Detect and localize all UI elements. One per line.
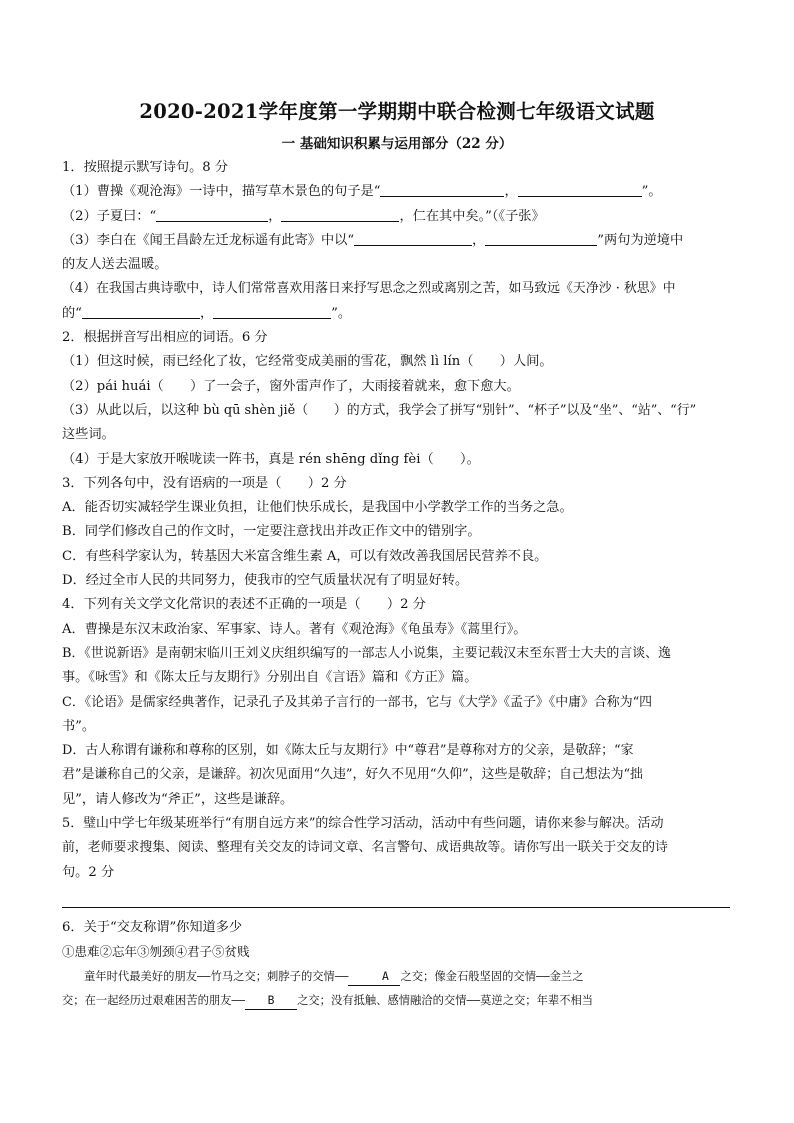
answer-blank[interactable] [380, 182, 504, 197]
question-4-option-b: B．《世说新语》是南朝宋临川王刘义庆组织编写的一部志人小说集，主要记载汉末至东晋士大夫的言谈、逸 [62, 645, 671, 661]
question-1-item-2: （2）子夏曰：“ ， ，仁在其中矣。”（《子张》 [62, 208, 545, 224]
exam-title: 2020-2021学年度第一学期期中联合检测七年级语文试题 [139, 100, 655, 123]
question-3 [62, 472, 732, 593]
question-2-item-1: （1）但这时候，雨已经化了妆，它经常变成美丽的雪花，飘然 lì lín（ ）人间。 [62, 354, 553, 370]
answer-line[interactable] [62, 907, 730, 908]
exam-page [62, 96, 732, 1013]
answer-blank[interactable] [518, 182, 642, 197]
question-4-option-b-cont: 事。《咏雪》和《陈太丘与友期行》分别出自《言语》篇和《方正》篇。 [62, 670, 478, 686]
question-6-passage-line-1: 童年时代最美好的朋友——竹马之交；刺脖子的交情—— A 之交；像金石般坚固的交情——金兰之 [62, 965, 732, 989]
question-4-head: 4．下列有关文学文化常识的表述不正确的一项是（ ）2 分 [62, 597, 426, 613]
question-1-item-3-cont: 的友人送去温暖。 [62, 257, 168, 273]
question-2-item-2: （2）pái huái（ ）了一会子，窗外雷声作了，大雨接着就来，愈下愈大。 [62, 378, 520, 394]
answer-blank[interactable] [281, 207, 399, 222]
question-3-option-b: B．同学们修改自己的作文时，一定要注意找出并改正作文中的错别字。 [62, 524, 481, 540]
answer-blank[interactable] [213, 304, 331, 319]
question-3-option-c: C．有些科学家认为，转基因大米富含维生素 A，可以有效改善我国居民营养不良。 [62, 548, 548, 564]
blank-b[interactable]: B [245, 993, 297, 1010]
question-5-line-2: 前，老师要求搜集、阅读、整理有关交友的诗词文章、名言警句、成语典故等。请你写出一联关于交友的诗 [62, 840, 668, 856]
question-4-option-d: D．古人称谓有谦称和尊称的区别，如《陈太丘与友期行》中“尊君”是尊称对方的父亲，是敬辞；“家 [62, 743, 634, 759]
question-5-line-3: 句。2 分 [62, 864, 115, 880]
question-4-option-c: C．《论语》是儒家经典著作，记录孔子及其弟子言行的一部书，它与《大学》《孟子》《中庸》合称为“四 [62, 694, 653, 710]
question-1-item-1: （1）曹操《观沧海》一诗中，描写草木景色的句子是“ ， ”。 [62, 184, 662, 200]
question-6-options: ①患难②忘年③刎颈④君子⑤贫贱 [62, 944, 250, 960]
question-4 [62, 593, 732, 812]
question-2-item-3: （3）从此以后，以这种 bù qū shèn jiě（ ）的方式，我学会了拼写“别针”、“杯子”以及“坐”、“站”、“行” [62, 402, 697, 418]
answer-blank[interactable] [485, 231, 597, 246]
question-2 [62, 326, 732, 472]
question-2-head: 2．根据拼音写出相应的词语。6 分 [62, 330, 268, 346]
question-1-item-3: （3）李白在《闻王昌龄左迁龙标遥有此寄》中以“ ， ”两句为逆境中 [62, 232, 684, 248]
question-4-option-c-cont: 书”。 [62, 718, 96, 734]
question-1-head: 1．按照提示默写诗句。8 分 [62, 160, 229, 175]
question-2-item-4: （4）于是大家放开喉咙读一阵书，真是 rén shēng dǐng fèi（ ）。 [62, 451, 480, 467]
question-6-passage-line-2: 交；在一起经历过艰难困苦的朋友—— B 之交；没有抵触、感情融洽的交情——莫逆之交；年辈不相当 [62, 989, 732, 1013]
question-1-item-4-cont: 的“ ， ”。 [62, 305, 352, 321]
question-3-option-a: A．能否切实减轻学生课业负担，让他们快乐成长，是我国中小学教学工作的当务之急。 [62, 500, 573, 516]
question-5-line-1: 5．璧山中学七年级某班举行“有朋自远方来”的综合性学习活动，活动中有些问题，请你来参与解决。活动 [62, 816, 664, 832]
question-4-option-d-cont: 君”是谦称自己的父亲，是谦辞。初次见面用“久违”，好久不见用“久仰”，这些是敬辞；自己想法为“拙 [62, 767, 643, 783]
question-5 [62, 812, 732, 885]
question-4-option-a: A．曹操是东汉末政治家、军事家、诗人。著有《观沧海》《龟虽寿》《蒿里行》。 [62, 621, 527, 637]
blank-a[interactable]: A [348, 969, 400, 986]
answer-blank[interactable] [82, 304, 200, 319]
question-3-head: 3．下列各句中，没有语病的一项是（ ）2 分 [62, 475, 347, 491]
question-1 [62, 156, 732, 326]
question-3-option-d: D．经过全市人民的共同努力，使我市的空气质量状况有了明显好转。 [62, 573, 469, 589]
answer-blank[interactable] [354, 231, 472, 246]
question-2-item-3-cont: 这些词。 [62, 427, 115, 443]
question-6-head: 6．关于“交友称谓”你知道多少 [62, 919, 243, 935]
section-heading: 一 基础知识积累与运用部分（22 分） [281, 136, 513, 152]
question-4-option-d-cont2: 见”，请人修改为“斧正”，这些是谦辞。 [62, 791, 294, 807]
question-1-item-4: （4）在我国古典诗歌中，诗人们常常喜欢用落日来抒写思念之烈或离别之苦，如马致远《天净沙 · 秋思》中 [62, 281, 676, 297]
answer-blank[interactable] [156, 207, 268, 222]
question-6 [62, 916, 732, 1013]
